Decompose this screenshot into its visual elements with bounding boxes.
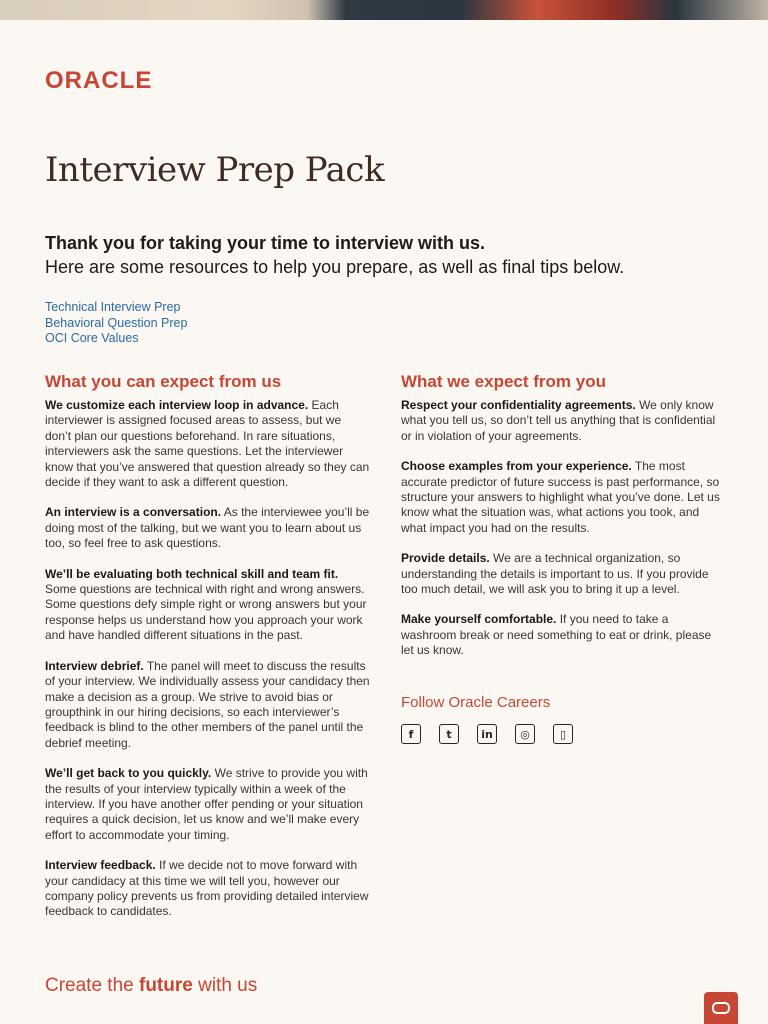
paragraph: Choose examples from your experience. The most accurate predictor of future success is past performance, so structure your answers to highlight what you’ve done. Let us know what the situation was, what actions you took, and what impact you had on the results. — [401, 459, 720, 535]
paragraph: Provide details. We are a technical organization, so understanding the details is important to us. If you provide too much detail, we will ask you to bring it up a level. — [401, 551, 709, 597]
expect-from-us-section — [45, 372, 370, 935]
paragraph: We’ll get back to you quickly. We strive to provide you with the results of your interview typically within a week of the interview. If you have another offer pending or your situation requires a quick decision, let us know and we’ll make every effort to accommodate your timing. — [45, 766, 368, 842]
linkedin-icon[interactable]: in — [477, 724, 497, 744]
paragraph: Interview feedback. If we decide not to move forward with your candidacy at this time we will tell you, however our company policy prevents us from providing detailed interview feedback to candidates. — [45, 858, 369, 919]
oracle-app-icon[interactable]: ▯ — [553, 724, 573, 744]
link-oci-core-values[interactable]: OCI Core Values — [45, 331, 139, 345]
oracle-logo: ORACLE — [45, 67, 153, 94]
section-heading: What we expect from you — [401, 372, 606, 391]
link-technical-interview-prep[interactable]: Technical Interview Prep — [45, 300, 181, 314]
instagram-icon[interactable]: ◎ — [515, 724, 535, 744]
paragraph: Interview debrief. The panel will meet to discuss the results of your interview. We individually assess your candidacy then make a decision as a group. We strive to avoid bias or groupthink in our hiring decisions, so each interviewer’s feedback is blind to the other members of the panel until the debrief meeting. — [45, 658, 370, 750]
intro-heading: Thank you for taking your time to interview with us. — [45, 233, 486, 253]
follow-heading: Follow Oracle Careers — [401, 694, 551, 711]
oracle-o-icon — [704, 992, 738, 1024]
social-links — [401, 724, 573, 744]
tagline: Create the future with us — [45, 975, 258, 996]
paragraph: Respect your confidentiality agreements. We only know what you tell us, so don’t tell us anything that is confidential or in violation of your agreements. — [401, 398, 716, 443]
expect-from-you-section — [401, 372, 726, 674]
facebook-icon[interactable]: f — [401, 724, 421, 744]
page-title: Interview Prep Pack — [45, 150, 385, 190]
resource-links — [45, 300, 187, 347]
paragraph: An interview is a conversation. As the interviewee you’ll be doing most of the talking, but we want you to learn about us too, so feel free to ask questions. — [45, 505, 370, 551]
decorative-banner — [0, 0, 768, 20]
link-behavioral-question-prep[interactable]: Behavioral Question Prep — [45, 315, 188, 330]
section-heading: What you can expect from us — [45, 372, 282, 391]
intro-subtext: Here are some resources to help you prepare, as well as final tips below. — [45, 257, 625, 277]
twitter-icon[interactable]: t — [439, 724, 459, 744]
paragraph: Make yourself comfortable. If you need to take a washroom break or need something to eat or drink, please let us know. — [401, 612, 712, 658]
paragraph: We customize each interview loop in advance. Each interviewer is assigned focused areas to assess, but we don’t plan our questions beforehand. In rare situations, interviewers ask the same questions. Let the interviewer know that you’ve answered that question already so they can decide if they want to ask a different question. — [45, 398, 370, 490]
paragraph: We’ll be evaluating both technical skill and team fit. Some questions are technical with right and wrong answers. Some questions defy simple right or wrong answers but your response helps us understand how you approach your work and have handled different situations in the past. — [45, 566, 367, 643]
